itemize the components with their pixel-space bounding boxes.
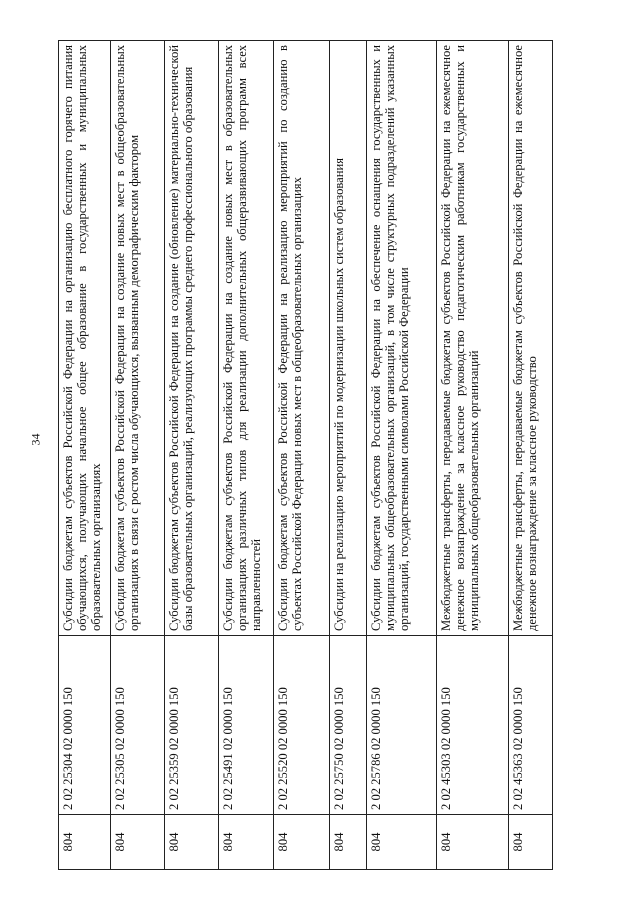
budget-classification-table — [58, 40, 553, 870]
admin-code-cell: 804 — [274, 815, 330, 870]
kbk-code-cell: 2 02 25305 02 0000 150 — [111, 636, 165, 815]
rotated-table-container — [58, 40, 552, 870]
admin-code-cell: 804 — [330, 815, 367, 870]
description-cell: Межбюджетные трансферты, передаваемые бюджетам субъектов Российской Федерации на ежемесячное денежное вознаграждение за классное руководство — [509, 41, 553, 636]
table-row — [219, 41, 274, 870]
admin-code-cell: 804 — [165, 815, 219, 870]
admin-code-cell: 804 — [59, 815, 111, 870]
table-row — [367, 41, 437, 870]
admin-code-cell: 804 — [509, 815, 553, 870]
description-cell: Субсидии бюджетам субъектов Российской Федерации на создание новых мест в общеобразовательных организациях в связи с ростом числа обучающихся, вызванным демографическим фактором — [111, 41, 165, 636]
table-row — [274, 41, 330, 870]
admin-code-cell: 804 — [219, 815, 274, 870]
description-cell: Субсидии бюджетам субъектов Российской Федерации на реализацию мероприятий по созданию в субъектах Российской Федерации новых мест в общеобразовательных организациях — [274, 41, 330, 636]
kbk-code-cell: 2 02 25786 02 0000 150 — [367, 636, 437, 815]
kbk-code-cell: 2 02 25750 02 0000 150 — [330, 636, 367, 815]
description-cell: Субсидии бюджетам субъектов Российской Федерации на обеспечение оснащения государственных и муниципальных общеобразовательных организаций, в том числе структурных подразделений указанных организаций, государственными символами Российской Федерации — [367, 41, 437, 636]
admin-code-cell: 804 — [111, 815, 165, 870]
table-row — [330, 41, 367, 870]
description-cell: Субсидии бюджетам субъектов Российской Федерации на организацию бесплатного горячего питания обучающихся, получающих начальное общее образование в государственных и муниципальных образовательных организациях — [59, 41, 111, 636]
page-number: 34 — [28, 433, 43, 446]
kbk-code-cell: 2 02 25304 02 0000 150 — [59, 636, 111, 815]
description-cell: Межбюджетные трансферты, передаваемые бюджетам субъектов Российской Федерации на ежемесячное денежное вознаграждение за классное руководство педагогическим работникам государственных и муниципальных общеобразовательных организаций — [437, 41, 509, 636]
table-row — [59, 41, 111, 870]
kbk-code-cell: 2 02 45363 02 0000 150 — [509, 636, 553, 815]
table-row — [111, 41, 165, 870]
description-cell: Субсидии на реализацию мероприятий по модернизации школьных систем образования — [330, 41, 367, 636]
kbk-code-cell: 2 02 45303 02 0000 150 — [437, 636, 509, 815]
admin-code-cell: 804 — [437, 815, 509, 870]
table-row — [509, 41, 553, 870]
kbk-code-cell: 2 02 25520 02 0000 150 — [274, 636, 330, 815]
table-row — [437, 41, 509, 870]
kbk-code-cell: 2 02 25359 02 0000 150 — [165, 636, 219, 815]
description-cell: Субсидии бюджетам субъектов Российской Федерации на создание новых мест в образовательных организациях различных типов для реализации дополнительных общеразвивающих программ всех направленностей — [219, 41, 274, 636]
admin-code-cell: 804 — [367, 815, 437, 870]
description-cell: Субсидии бюджетам субъектов Российской Федерации на создание (обновление) материально-технической базы образовательных организаций, реализующих программы среднего профессионального образования — [165, 41, 219, 636]
table-row — [165, 41, 219, 870]
kbk-code-cell: 2 02 25491 02 0000 150 — [219, 636, 274, 815]
